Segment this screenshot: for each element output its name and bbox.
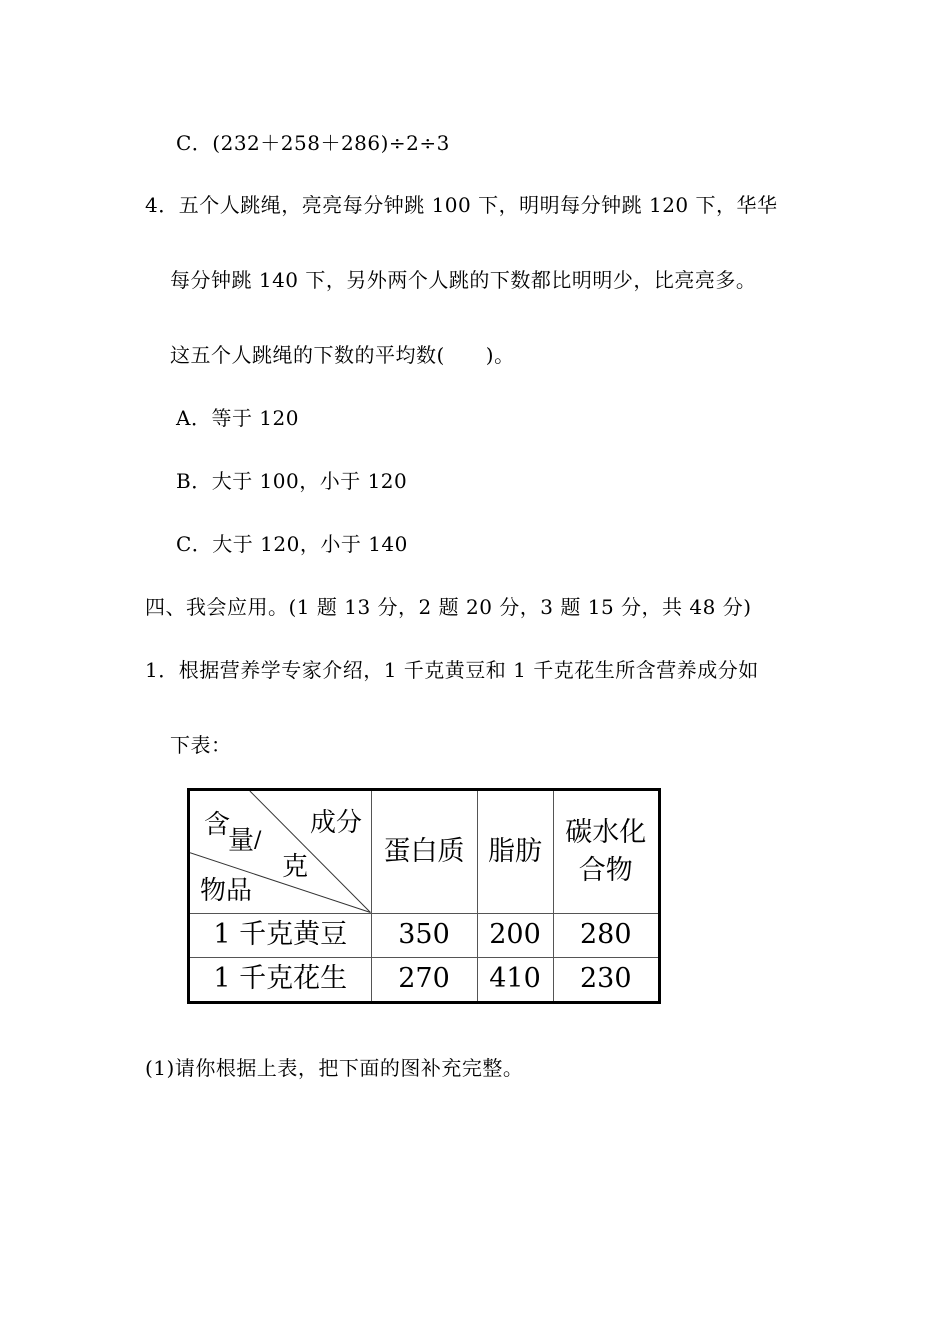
- question-4-line-1: 4．五个人跳绳，亮亮每分钟跳 100 下，明明每分钟跳 120 下，华华: [145, 193, 778, 217]
- corner-label-item: 物品: [200, 876, 253, 906]
- table-cell: 410: [477, 957, 553, 1001]
- corner-label-slash: /: [254, 828, 262, 853]
- table-cell: 200: [477, 913, 553, 957]
- corner-label-content-a: 含: [204, 810, 231, 840]
- row-label-soybean: 1 千克黄豆: [190, 913, 371, 957]
- question-4-option-c[interactable]: C．大于 120，小于 140: [176, 532, 408, 556]
- corner-label-gram: 克: [282, 852, 309, 882]
- question-1-line-1: 1．根据营养学专家介绍，1 千克黄豆和 1 千克花生所含营养成分如: [145, 658, 759, 682]
- section-4-title: 四、我会应用。(1 题 13 分，2 题 20 分，3 题 15 分，共 48 分): [145, 595, 752, 619]
- question-4-option-a[interactable]: A．等于 120: [176, 406, 299, 430]
- table-cell: 280: [553, 913, 658, 957]
- nutrition-table: [187, 788, 661, 1004]
- column-header-fat: 脂肪: [477, 791, 553, 913]
- question-4-option-b[interactable]: B．大于 100，小于 120: [176, 469, 408, 493]
- corner-label-component: 成分: [310, 808, 363, 838]
- table-cell: 230: [553, 957, 658, 1001]
- corner-label-content-b: 量: [228, 826, 255, 856]
- column-header-carbohydrate: 碳水化合物: [553, 791, 658, 913]
- table-row: [190, 957, 658, 1001]
- table-row: [190, 913, 658, 957]
- table-cell: 350: [371, 913, 477, 957]
- question-1-line-2: 下表：: [170, 733, 232, 757]
- column-header-protein: 蛋白质: [371, 791, 477, 913]
- question-4-line-2: 每分钟跳 140 下，另外两个人跳的下数都比明明少，比亮亮多。: [170, 268, 757, 292]
- table-cell: 270: [371, 957, 477, 1001]
- row-label-peanut: 1 千克花生: [190, 957, 371, 1001]
- sub-question-1: (1)请你根据上表，把下面的图补充完整。: [145, 1056, 524, 1080]
- table-corner-header: [190, 791, 371, 913]
- option-c-previous: C．(232＋258＋286)÷2÷3: [176, 131, 450, 155]
- question-4-line-3: 这五个人跳绳的下数的平均数( )。: [170, 343, 515, 367]
